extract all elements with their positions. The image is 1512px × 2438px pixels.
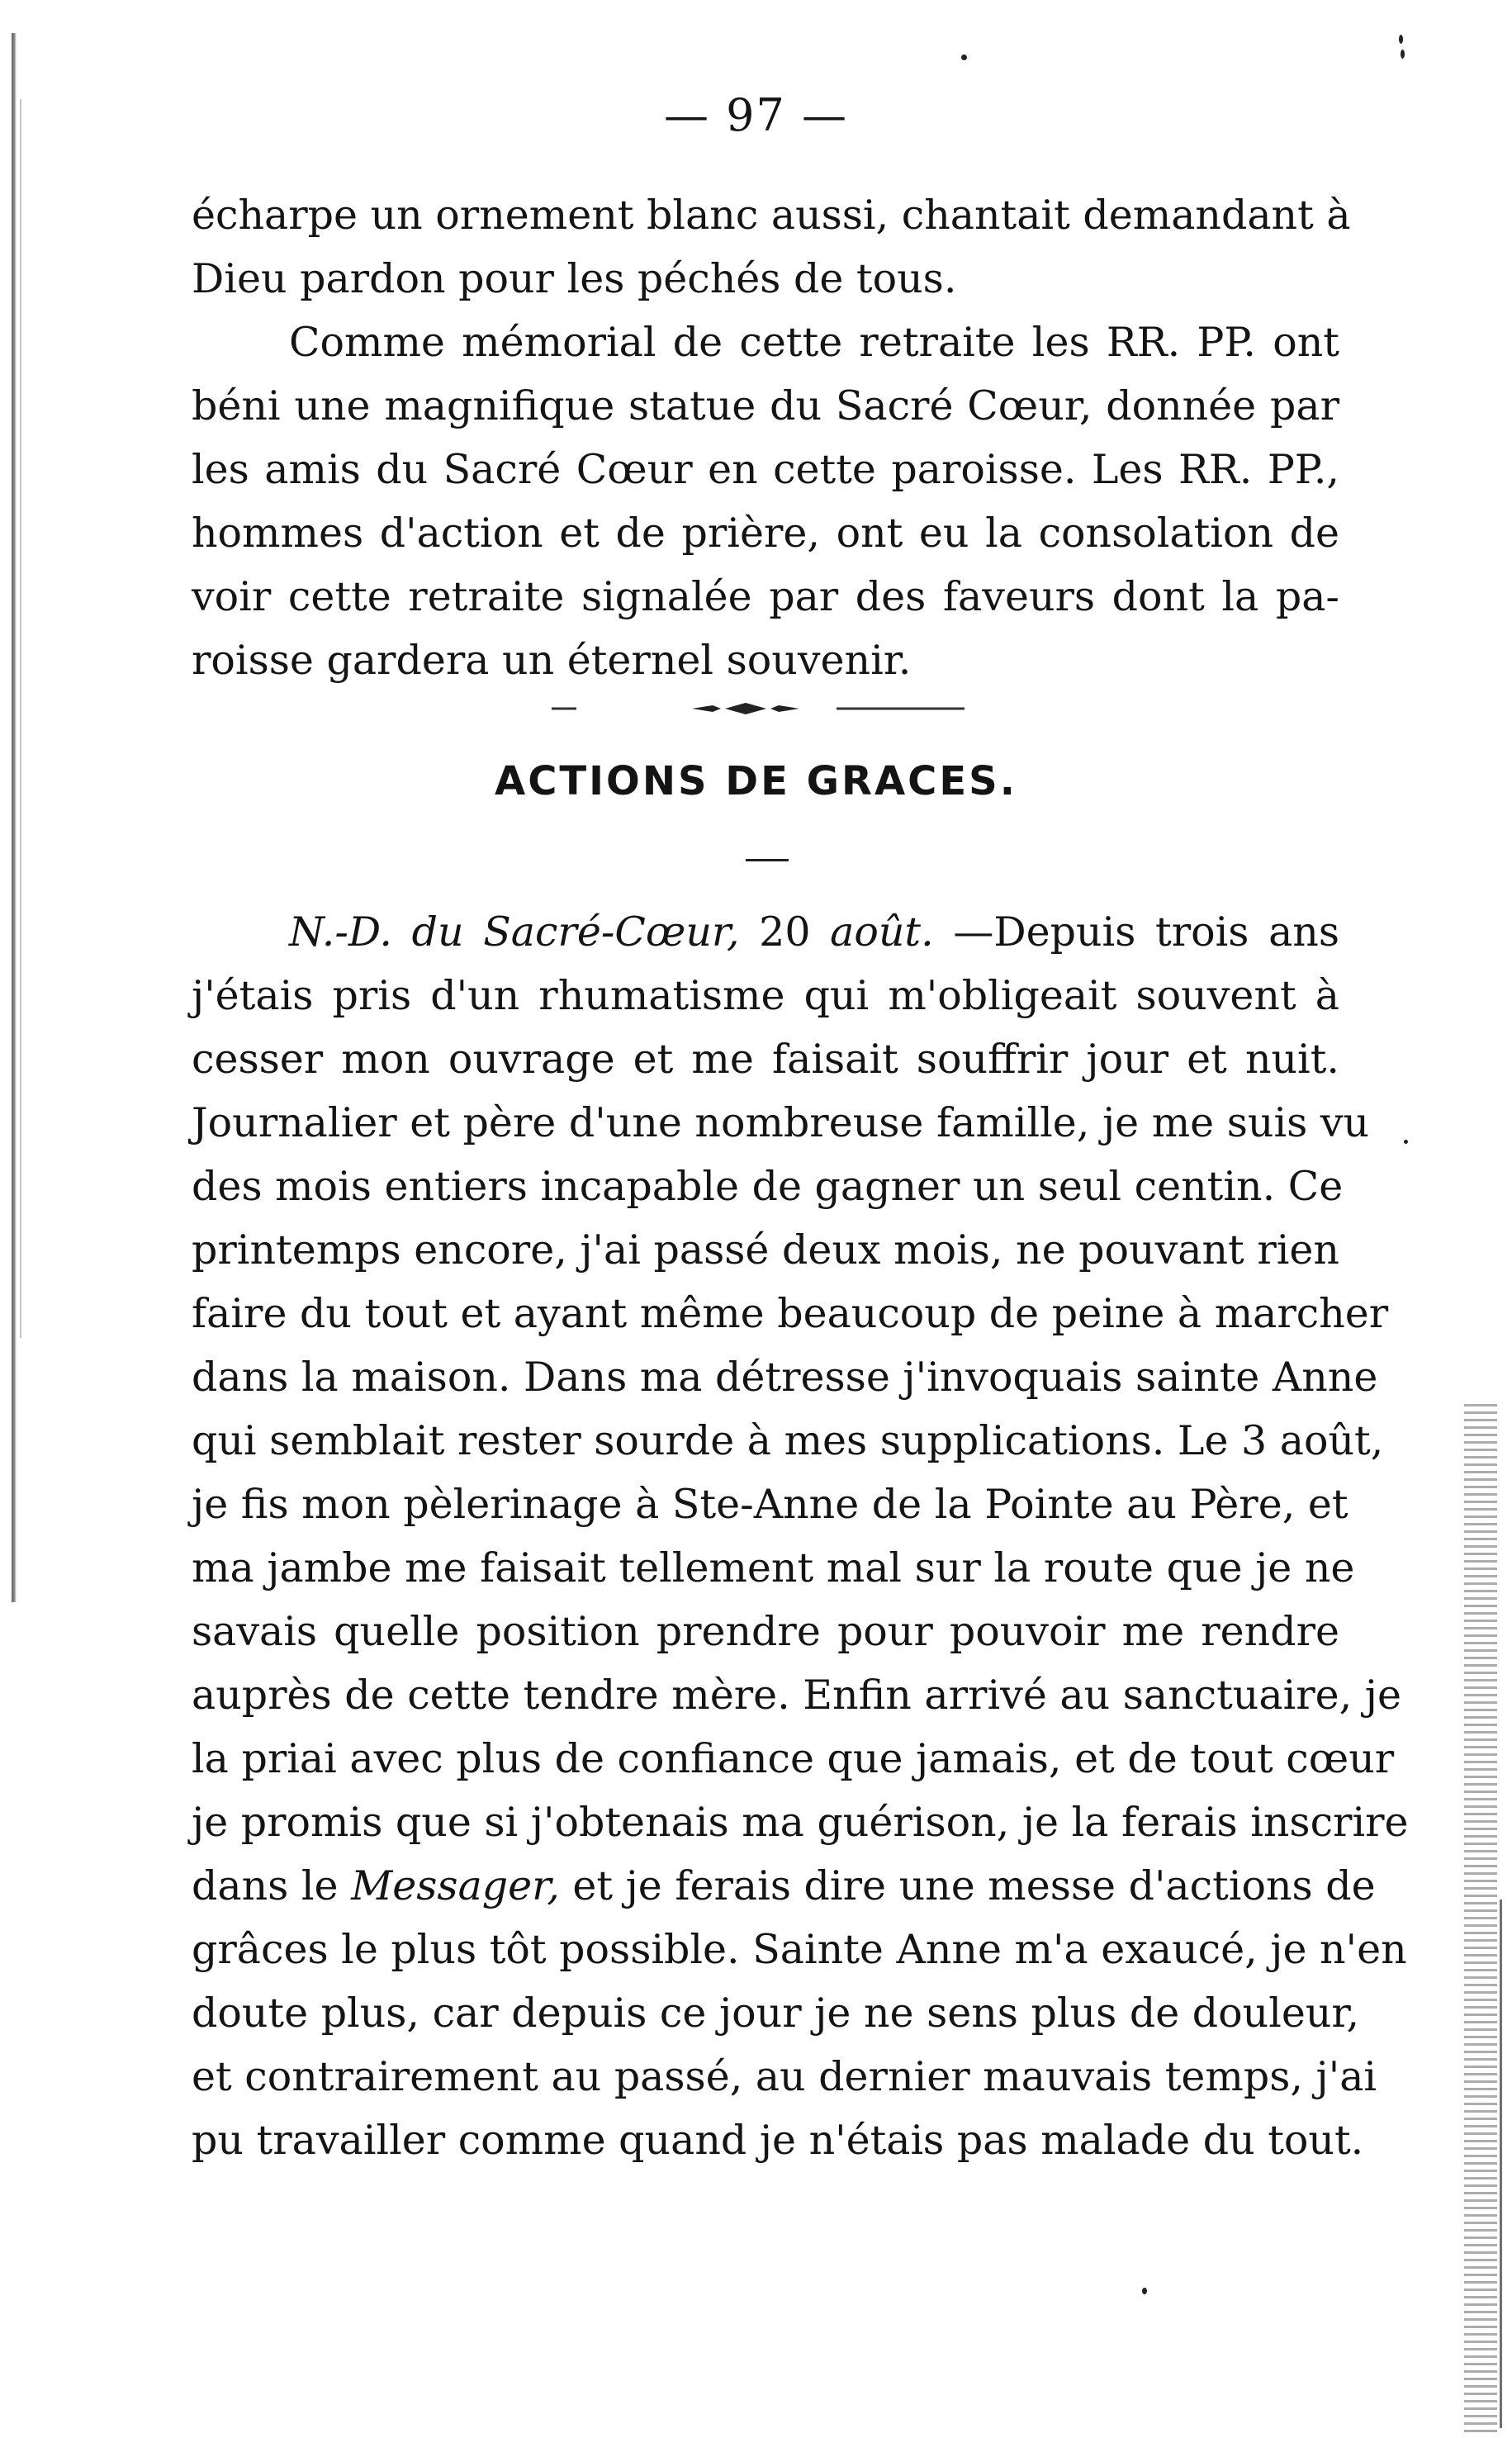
section-heading: ACTIONS DE GRACES. xyxy=(495,758,1017,804)
text-line: dans la maison. Dans ma détresse j'invoquais sainte Anne xyxy=(192,1354,1378,1401)
dateline-text: —Depuis trois ans xyxy=(953,908,1339,956)
dateline-line xyxy=(192,900,1339,964)
messager-line-after: et je ferais dire une messe d'actions de xyxy=(572,1862,1376,1909)
scan-speck xyxy=(1142,2288,1147,2294)
main-paragraph xyxy=(192,900,1409,2172)
page-number: — 97 — xyxy=(663,89,849,141)
messager-title: Messager, xyxy=(351,1862,560,1909)
page-right-edge-noise xyxy=(1464,1404,1497,2436)
dateline-day: 20 xyxy=(759,908,811,956)
text-line: je fis mon pèlerinage à Ste-Anne de la Pointe au Père, et xyxy=(192,1481,1348,1528)
text-line: les amis du Sacré Cœur en cette paroisse. Les RR. PP., xyxy=(192,446,1339,493)
scan-speck xyxy=(961,55,967,60)
text-line: Dieu pardon pour les péchés de tous. xyxy=(192,255,957,302)
text-line: pu travailler comme quand je n'étais pas malade du tout. xyxy=(192,2117,1364,2164)
text-line: je promis que si j'obtenais ma guérison, je la ferais inscrire xyxy=(192,1799,1409,1846)
scan-speck xyxy=(1404,1140,1408,1144)
dateline-place: N.-D. du Sacré-Cœur, xyxy=(289,908,740,956)
text-line: voir cette retraite signalée par des faveurs dont la pa- xyxy=(192,573,1339,620)
text-line: qui semblait rester sourde à mes supplications. Le 3 août, xyxy=(192,1417,1384,1464)
text-line: béni une magnifique statue du Sacré Cœur, donnée par xyxy=(192,382,1339,429)
scan-speck xyxy=(1399,35,1403,44)
messager-line xyxy=(192,1854,1376,1918)
page-right-edge-line xyxy=(1500,1900,1502,2428)
page-binding-edge xyxy=(12,33,17,1602)
text-line: hommes d'action et de prière, ont eu la consolation de xyxy=(192,510,1339,557)
text-line: auprès de cette tendre mère. Enfin arrivé au sanctuaire, je xyxy=(192,1672,1401,1719)
text-line: des mois entiers incapable de gagner un seul centin. Ce xyxy=(192,1163,1344,1210)
text-line: Journalier et père d'une nombreuse famille, je me suis vu xyxy=(192,1099,1370,1146)
text-line: ma jambe me faisait tellement mal sur la route que je ne xyxy=(192,1544,1355,1591)
heading-rule xyxy=(746,859,789,861)
text-line: faire du tout et ayant même beaucoup de peine à marcher xyxy=(192,1290,1389,1337)
text-line: écharpe un ornement blanc aussi, chantait demandant à xyxy=(192,192,1351,239)
text-line: savais quelle position prendre pour pouvoir me rendre xyxy=(192,1608,1339,1655)
section-ornament xyxy=(552,700,965,717)
scan-speck xyxy=(1401,50,1405,59)
text-line: et contrairement au passé, au dernier mauvais temps, j'ai xyxy=(192,2053,1377,2100)
dateline-month: août. xyxy=(830,908,934,956)
text-line: Comme mémorial de cette retraite les RR. PP. ont xyxy=(289,319,1339,366)
text-line: printemps encore, j'ai passé deux mois, ne pouvant rien xyxy=(192,1226,1339,1274)
text-line: cesser mon ouvrage et me faisait souffrir jour et nuit. xyxy=(192,1036,1339,1083)
text-line: roisse gardera un éternel souvenir. xyxy=(192,637,912,684)
messager-line-before: dans le xyxy=(192,1862,339,1909)
top-paragraph xyxy=(192,183,1351,692)
text-line: grâces le plus tôt possible. Sainte Anne m'a exaucé, je n'en xyxy=(192,1926,1407,1973)
text-line: j'étais pris d'un rhumatisme qui m'obligeait souvent à xyxy=(192,972,1339,1019)
text-line: doute plus, car depuis ce jour je ne sens plus de douleur, xyxy=(192,1990,1360,2037)
page-binding-shadow xyxy=(20,99,21,1338)
text-line: la priai avec plus de confiance que jamais, et de tout cœur xyxy=(192,1735,1395,1782)
